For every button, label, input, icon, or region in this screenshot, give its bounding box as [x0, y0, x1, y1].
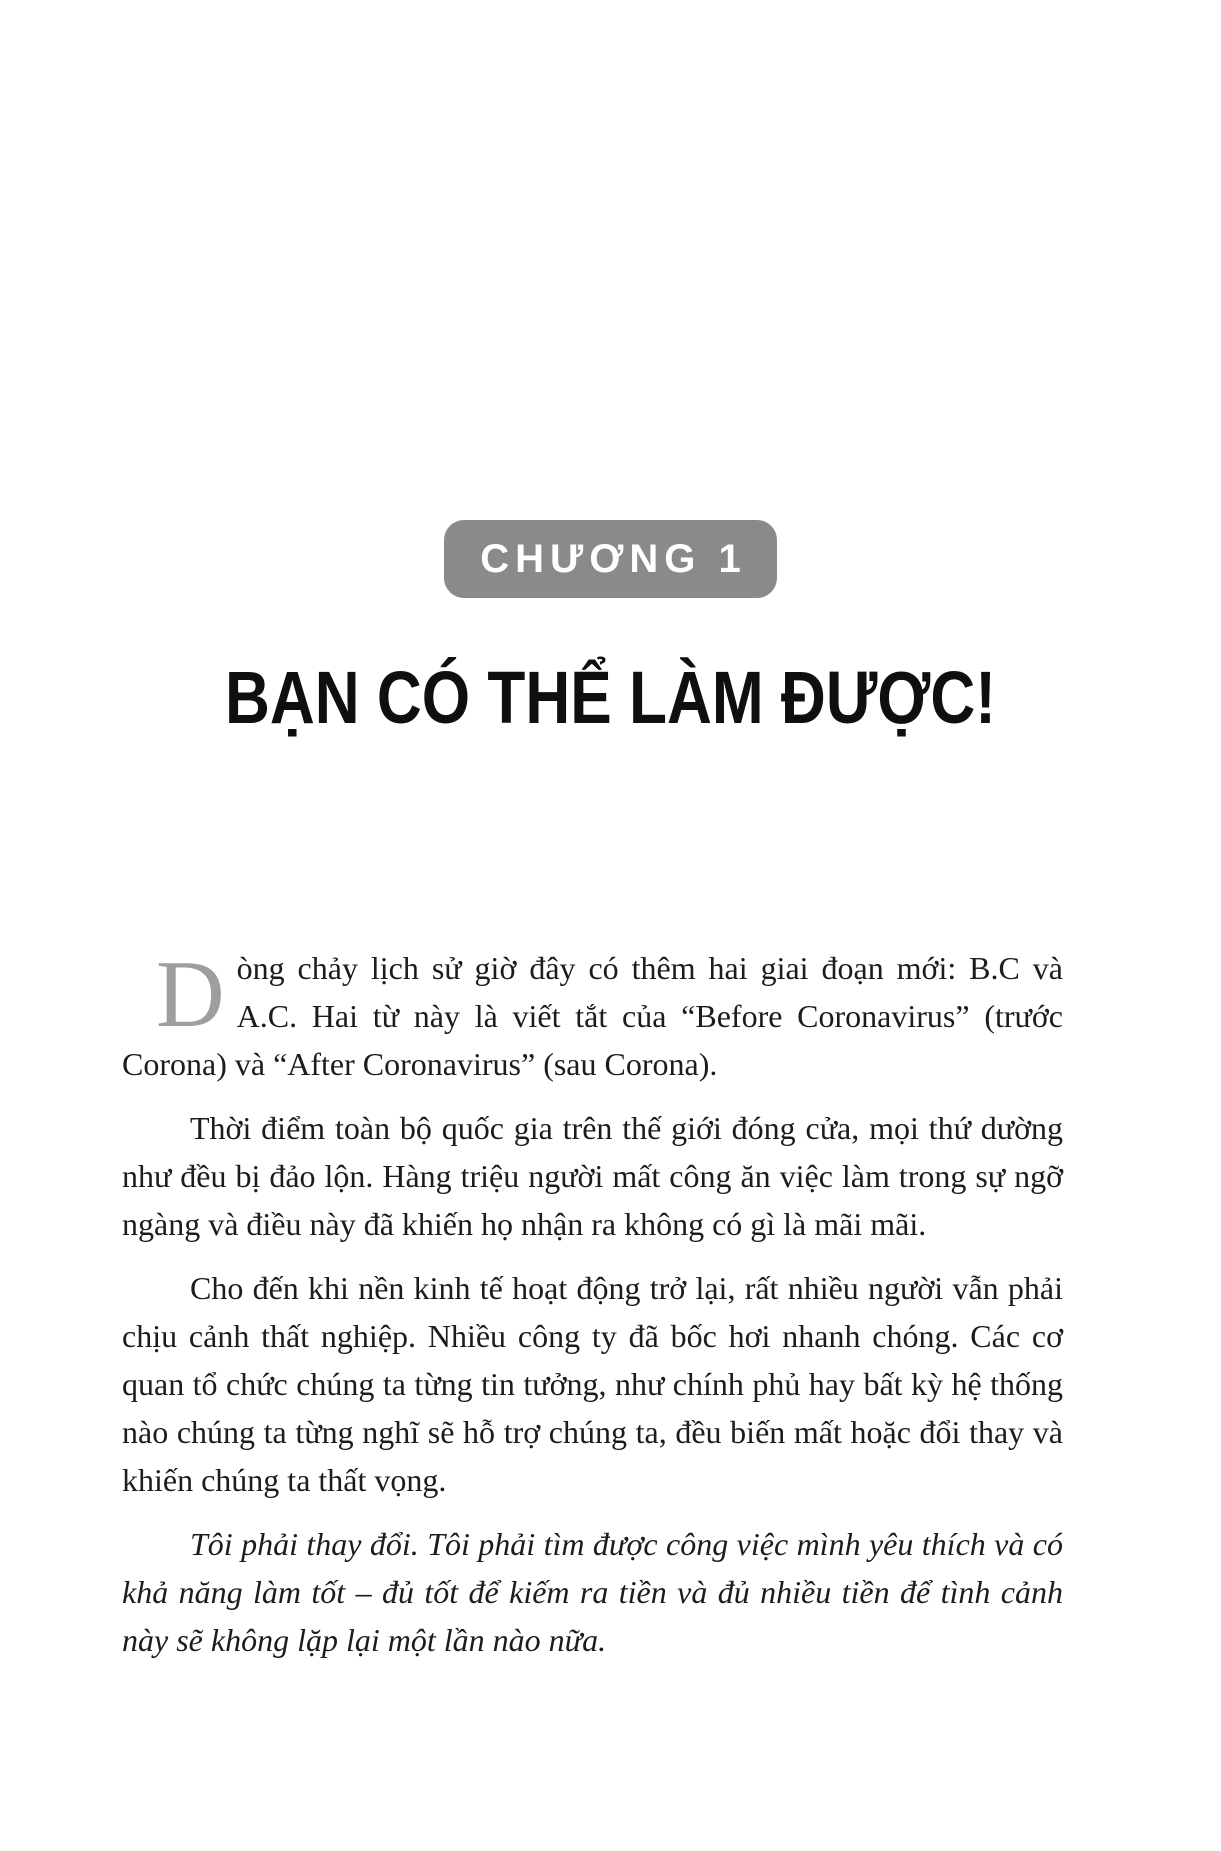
paragraph-text: òng chảy lịch sử giờ đây có thêm hai giai đoạn mới: B.C và A.C. Hai từ này là viết tắt của “Before Coronavirus” (trước Corona) và “After Coronavirus” (sau Corona).: [122, 950, 1063, 1082]
paragraph-italic: Tôi phải thay đổi. Tôi phải tìm được công việc mình yêu thích và có khả năng làm tốt – đủ tốt để kiếm ra tiền và đủ nhiều tiền để tình cảnh này sẽ không lặp lại một lần nào nữa.: [122, 1526, 1063, 1658]
chapter-badge: CHƯƠNG 1: [444, 520, 776, 598]
drop-cap-letter: D: [156, 941, 225, 1047]
chapter-badge-row: [0, 0, 1221, 598]
paragraph-dropcap: [122, 941, 1063, 1088]
paragraph: Thời điểm toàn bộ quốc gia trên thế giới đóng cửa, mọi thứ dường như đều bị đảo lộn. Hàng triệu người mất công ăn việc làm trong sự ngỡ ngàng và điều này đã khiến họ nhận ra không có gì là mãi mãi.: [122, 1110, 1063, 1242]
paragraph: Cho đến khi nền kinh tế hoạt động trở lại, rất nhiều người vẫn phải chịu cảnh thất nghiệp. Nhiều công ty đã bốc hơi nhanh chóng. Các cơ quan tổ chức chúng ta từng tin tưởng, như chính phủ hay bất kỳ hệ thống nào chúng ta từng nghĩ sẽ hỗ trợ chúng ta, đều biến mất hoặc đổi thay và khiến chúng ta thất vọng.: [122, 1270, 1063, 1498]
chapter-title: BẠN CÓ THỂ LÀM ĐƯỢC!: [224, 656, 997, 739]
body-text: [122, 941, 1063, 1664]
